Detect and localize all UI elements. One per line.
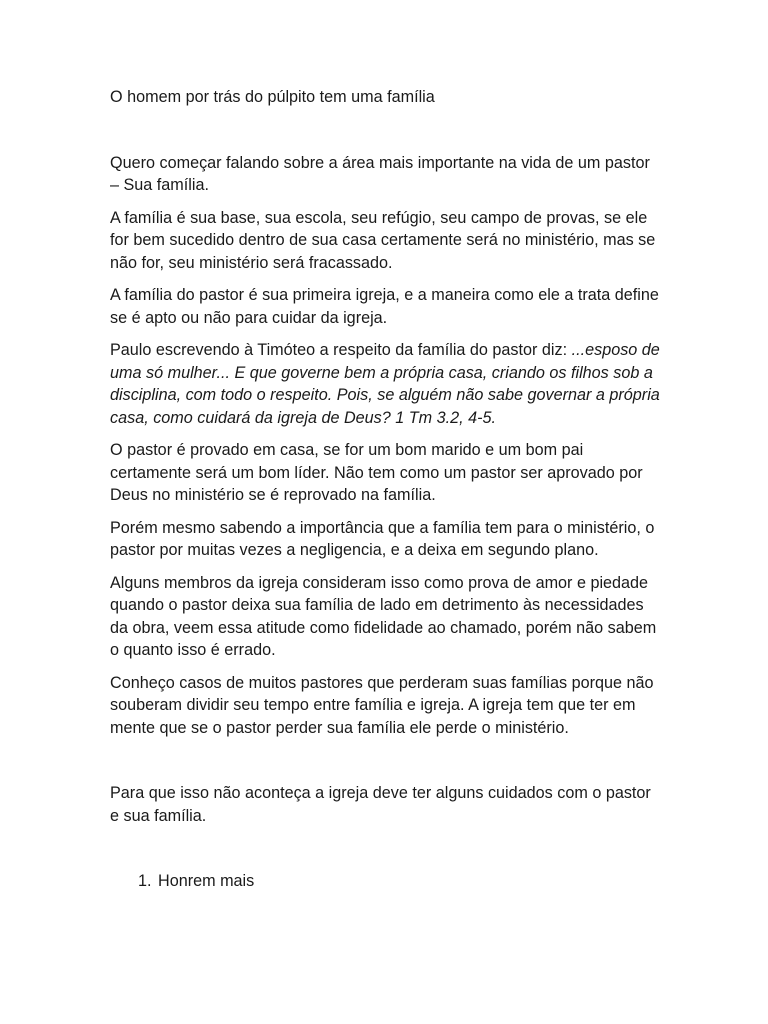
numbered-list (110, 870, 662, 893)
document-title: O homem por trás do púlpito tem uma família (110, 88, 435, 106)
paragraph-5: O pastor é provado em casa, se for um bom marido e um bom pai certamente será um bom líder. Não tem como um pastor ser aprovado por Deus no ministério se é reprovado na família. (110, 441, 643, 504)
paragraph-7: Alguns membros da igreja consideram isso como prova de amor e piedade quando o pastor deixa sua família de lado em detrimento às necessidades da obra, veem essa atitude como fidelidade ao chamado, porém não sabem o quanto isso é errado. (110, 573, 657, 659)
paragraph-6: Porém mesmo sabendo a importância que a família tem para o ministério, o pastor por muitas vezes a negligencia, e a deixa em segundo plano. (110, 518, 655, 559)
paragraph-1: Quero começar falando sobre a área mais importante na vida de um pastor – Sua família. (110, 153, 650, 194)
paragraph-3: A família do pastor é sua primeira igreja, e a maneira como ele a trata define se é apto ou não para cuidar da igreja. (110, 286, 659, 327)
paragraph-9: Para que isso não aconteça a igreja deve ter alguns cuidados com o pastor e sua família. (110, 784, 651, 825)
paragraph-4-intro: Paulo escrevendo à Timóteo a respeito da família do pastor diz: (110, 341, 572, 359)
bible-quote: ...esposo de uma só mulher... E que governe bem a própria casa, criando os filhos sob a disciplina, com todo o respeito. Pois, se alguém não sabe governar a própria casa, como cuidará da igreja de Deus? 1 Tm 3.2, 4-5. (110, 341, 660, 427)
list-item: 1. Honrem mais (156, 870, 662, 893)
paragraph-8: Conheço casos de muitos pastores que perderam suas famílias porque não souberam dividir seu tempo entre família e igreja. A igreja tem que ter em mente que se o pastor perder sua família ele perde o ministério. (110, 673, 654, 737)
paragraph-4 (110, 339, 662, 429)
paragraph-2: A família é sua base, sua escola, seu refúgio, seu campo de provas, se ele for bem sucedido dentro de sua casa certamente será no ministério, mas se não for, seu ministério será fracassado. (110, 208, 656, 272)
document-body (110, 86, 662, 893)
